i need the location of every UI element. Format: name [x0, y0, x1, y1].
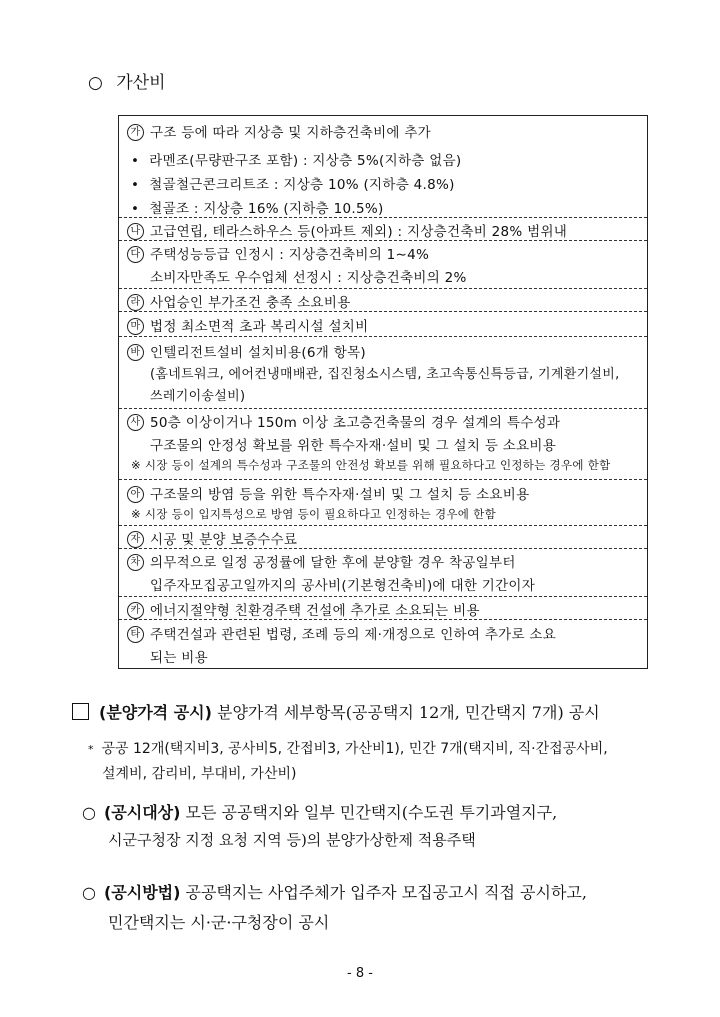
table-row	[119, 596, 647, 619]
row-text: 사업승인 부가조건 충족 소요비용	[150, 295, 351, 311]
row-text: 에너지절약형 친환경주택 건설에 추가로 소요되는 비용	[150, 603, 480, 619]
row-text: 소비자만족도 우수업체 선정시 : 지상층건축비의 2%	[150, 270, 467, 286]
star-note-text: 공공 12개(택지비3, 공사비5, 간접비3, 가산비1), 민간 7개(택지비, 직·간접공사비,	[101, 741, 608, 757]
table-row	[119, 525, 647, 548]
row-text: 쓰레기이송설비)	[150, 389, 246, 404]
dot-bullet-icon: •	[131, 201, 140, 217]
table-row	[119, 288, 647, 311]
row-text: 주택건설과 관련된 법령, 조례 등의 제·개정으로 인하여 추가로 소요	[150, 627, 557, 643]
table-row	[119, 408, 647, 479]
row-text: (홈네트워크, 에어컨냉매배관, 집진청소시스템, 초고속통신특등급, 기계환기설비,	[150, 367, 620, 382]
circled-letter-icon: 마	[127, 318, 144, 335]
table-row	[119, 619, 647, 668]
row-text: 주택성능등급 인정시 : 지상층건축비의 1∼4%	[150, 247, 430, 263]
subsection-target	[82, 800, 557, 823]
hollow-circle-bullet-icon: ○	[82, 803, 96, 822]
table-row	[119, 336, 647, 408]
circled-letter-icon: 다	[127, 246, 144, 263]
hollow-circle-bullet-icon: ○	[88, 73, 103, 93]
additional-cost-table	[118, 115, 648, 669]
note-text: ※ 시장 등이 입지특성으로 방염 등이 필요하다고 인정하는 경우에 한함	[131, 507, 496, 521]
circled-letter-icon: 라	[127, 294, 144, 311]
row-text: 50층 이상이거나 150m 이상 초고층건축물의 경우 설계의 특수성과	[150, 415, 561, 431]
list-item: 라멘조(무량판구조 포함) : 지상층 5%(지하층 없음)	[149, 153, 462, 169]
subsection-text: 모든 공공택지와 일부 민간택지(수도권 투기과열지구,	[180, 803, 558, 822]
dot-bullet-icon: •	[131, 153, 140, 169]
row-text: 입주자모집공고일까지의 공사비(기본형건축비)에 대한 기간이자	[150, 578, 536, 594]
circled-letter-icon: 타	[127, 626, 144, 643]
circled-letter-icon: 가	[127, 124, 144, 141]
row-text: 구조물의 방염 등을 위한 특수자재·설비 및 그 설치 등 소요비용	[150, 487, 530, 503]
section-heading	[72, 700, 600, 723]
list-item: 철골조 : 지상층 16% (지하층 10.5%)	[149, 201, 384, 217]
circled-letter-icon: 아	[127, 486, 144, 503]
dot-bullet-icon: •	[131, 177, 140, 193]
heading-text: 가산비	[116, 73, 166, 93]
page-number: - 8 -	[347, 966, 373, 981]
row-text: 인텔리전트설비 설치비용(6개 항목)	[150, 345, 366, 361]
subsection-text: 민간택지는 시·군·구청장이 공시	[108, 913, 330, 932]
circled-letter-icon: 자	[127, 531, 144, 548]
table-row	[119, 311, 647, 336]
row-text: 법정 최소면적 초과 복리시설 설치비	[150, 319, 369, 335]
circled-letter-icon: 차	[127, 554, 144, 571]
row-text: 고급연립, 테라스하우스 등(아파트 제외) : 지상층건축비 28% 범위내	[150, 224, 568, 240]
row-text: 의무적으로 일정 공정률에 달한 후에 분양할 경우 착공일부터	[150, 555, 516, 571]
row-text: 구조물의 안정성 확보를 위한 특수자재·설비 및 그 설치 등 소요비용	[150, 438, 557, 454]
star-note	[88, 738, 608, 758]
section-text: 분양가격 세부항목(공공택지 12개, 민간택지 7개) 공시	[211, 703, 600, 722]
asterisk-icon: *	[88, 743, 94, 756]
circled-letter-icon: 사	[127, 414, 144, 431]
subsection-title: (공시대상)	[103, 803, 181, 822]
table-row	[119, 479, 647, 525]
heading	[88, 68, 166, 93]
section-title: (분양가격 공시)	[99, 703, 212, 722]
hollow-circle-bullet-icon: ○	[82, 883, 96, 902]
note-text: ※ 시장 등이 설계의 특수성과 구조물의 안전성 확보를 위해 필요하다고 인정하는 경우에 한함	[131, 458, 611, 472]
row-text: 되는 비용	[150, 650, 208, 666]
table-row	[119, 240, 647, 288]
row-title: 구조 등에 따라 지상층 및 지하층건축비에 추가	[150, 125, 432, 141]
table-row	[119, 548, 647, 596]
circled-letter-icon: 카	[127, 602, 144, 619]
subsection-text: 공공택지는 사업주체가 입주자 모집공고시 직접 공시하고,	[180, 883, 587, 902]
subsection-text: 시군구청장 지정 요청 지역 등)의 분양가상한제 적용주택	[108, 831, 476, 849]
table-row	[119, 217, 647, 240]
row-text: 시공 및 분양 보증수수료	[150, 532, 298, 548]
list-item: 철골철근콘크리트조 : 지상층 10% (지하층 4.8%)	[149, 177, 455, 193]
subsection-method	[82, 880, 587, 903]
square-bullet-icon	[72, 703, 89, 720]
subsection-title: (공시방법)	[103, 883, 181, 902]
circled-letter-icon: 나	[127, 223, 144, 240]
circled-letter-icon: 바	[127, 344, 144, 361]
star-note-text: 설계비, 감리비, 부대비, 가산비)	[102, 766, 297, 782]
